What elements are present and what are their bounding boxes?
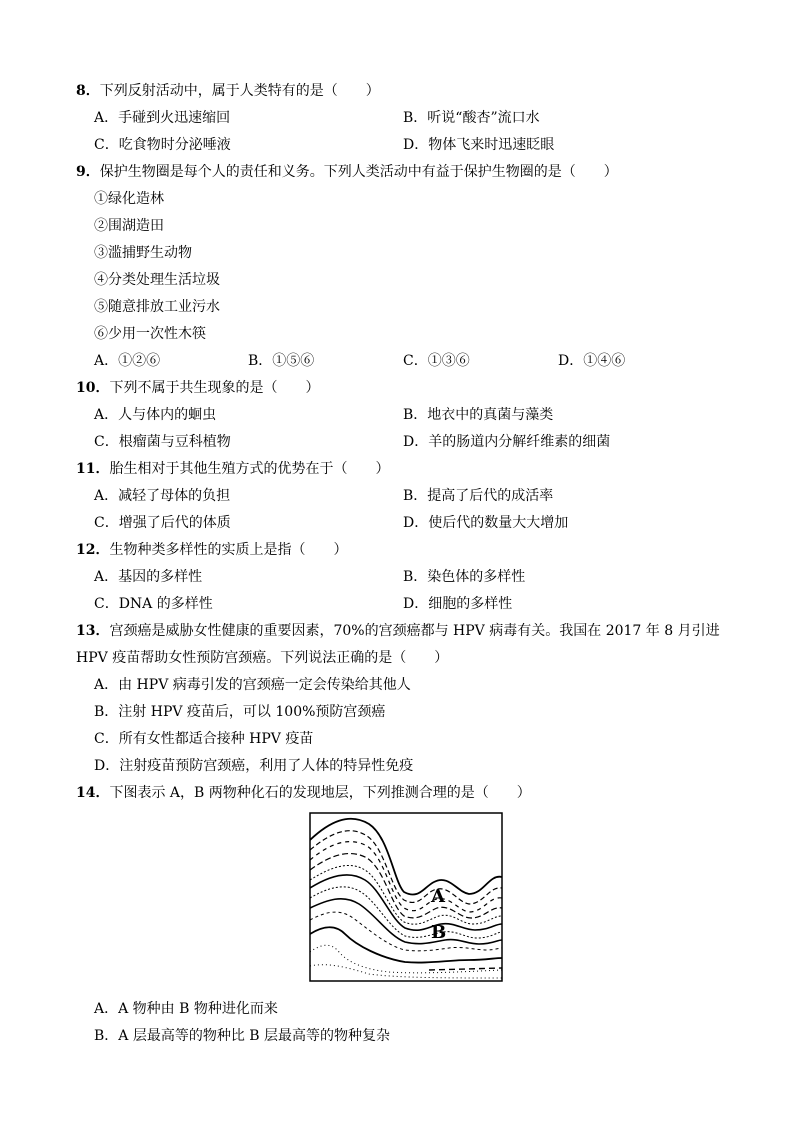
question-number: 9． [76, 164, 100, 180]
list-item: ①绿化造林 [94, 191, 164, 207]
option-d[interactable]: D．使后代的数量大大增加 [403, 515, 569, 531]
list-item: ⑤随意排放工业污水 [94, 299, 220, 315]
stratum-label-a: A [431, 886, 445, 907]
option-a[interactable]: A．基因的多样性 [94, 569, 203, 585]
question-10 [76, 377, 319, 397]
question-number: 11． [76, 461, 110, 477]
strata-diagram [309, 812, 503, 982]
question-number: 10． [76, 380, 110, 396]
option-d[interactable]: D．物体飞来时迅速眨眼 [403, 137, 555, 153]
question-stem: 下列反射活动中，属于人类特有的是（ ） [99, 83, 380, 99]
option-c[interactable]: C．吃食物时分泌唾液 [94, 137, 231, 153]
option-d[interactable]: D．注射疫苗预防宫颈癌，利用了人体的特异性免疫 [94, 758, 414, 774]
option-c[interactable]: C．①③⑥ [403, 353, 470, 369]
question-stem: 生物种类多样性的实质上是指（ ） [109, 542, 348, 558]
option-a[interactable]: A．人与体内的蛔虫 [94, 407, 217, 423]
option-b[interactable]: B．提高了后代的成活率 [403, 488, 554, 504]
question-number: 13． [76, 623, 110, 639]
question-stem: 宫颈癌是威胁女性健康的重要因素，70%的宫颈癌都与 HPV 病毒有关。我国在 2017 年 8 月引进 [109, 623, 720, 639]
question-12 [76, 539, 347, 559]
option-a[interactable]: A．减轻了母体的负担 [94, 488, 231, 504]
question-stem: 下列不属于共生现象的是（ ） [109, 380, 320, 396]
list-item: ②围湖造田 [94, 218, 164, 234]
question-8 [76, 80, 380, 100]
option-b[interactable]: B．染色体的多样性 [403, 569, 526, 585]
option-d[interactable]: D．细胞的多样性 [403, 596, 513, 612]
question-number: 12． [76, 542, 110, 558]
question-14 [76, 782, 531, 802]
list-item: ⑥少用一次性木筷 [94, 326, 206, 342]
question-11 [76, 458, 389, 478]
option-b[interactable]: B．注射 HPV 疫苗后，可以 100%预防宫颈癌 [94, 704, 386, 720]
question-13 [76, 620, 720, 640]
question-9 [76, 161, 618, 181]
option-a[interactable]: A．由 HPV 病毒引发的宫颈癌一定会传染给其他人 [94, 677, 411, 693]
option-c[interactable]: C．增强了后代的体质 [94, 515, 231, 531]
option-b[interactable]: B．A 层最高等的物种比 B 层最高等的物种复杂 [94, 1028, 391, 1044]
option-b[interactable]: B．①⑤⑥ [248, 353, 315, 369]
option-d[interactable]: D．①④⑥ [558, 353, 626, 369]
question-stem: 下图表示 A，B 两物种化石的发现地层，下列推测合理的是（ ） [109, 785, 531, 801]
fossil-strata-figure [309, 812, 503, 982]
option-a[interactable]: A．①②⑥ [94, 353, 161, 369]
question-number: 8． [76, 83, 100, 99]
option-c[interactable]: C．根瘤菌与豆科植物 [94, 434, 231, 450]
list-item: ③滥捕野生动物 [94, 245, 192, 261]
question-stem-continued: HPV 疫苗帮助女性预防宫颈癌。下列说法正确的是（ ） [76, 650, 449, 666]
option-a[interactable]: A．手碰到火迅速缩回 [94, 110, 231, 126]
question-stem: 保护生物圈是每个人的责任和义务。下列人类活动中有益于保护生物圈的是（ ） [99, 164, 618, 180]
option-b[interactable]: B．地衣中的真菌与藻类 [403, 407, 554, 423]
option-a[interactable]: A．A 物种由 B 物种进化而来 [94, 1001, 278, 1017]
option-c[interactable]: C．DNA 的多样性 [94, 596, 213, 612]
list-item: ④分类处理生活垃圾 [94, 272, 220, 288]
question-number: 14． [76, 785, 110, 801]
question-stem: 胎生相对于其他生殖方式的优势在于（ ） [109, 461, 390, 477]
option-c[interactable]: C．所有女性都适合接种 HPV 疫苗 [94, 731, 314, 747]
option-d[interactable]: D．羊的肠道内分解纤维素的细菌 [403, 434, 611, 450]
option-b[interactable]: B．听说“酸杏”流口水 [403, 110, 540, 126]
stratum-label-b: B [431, 922, 447, 943]
